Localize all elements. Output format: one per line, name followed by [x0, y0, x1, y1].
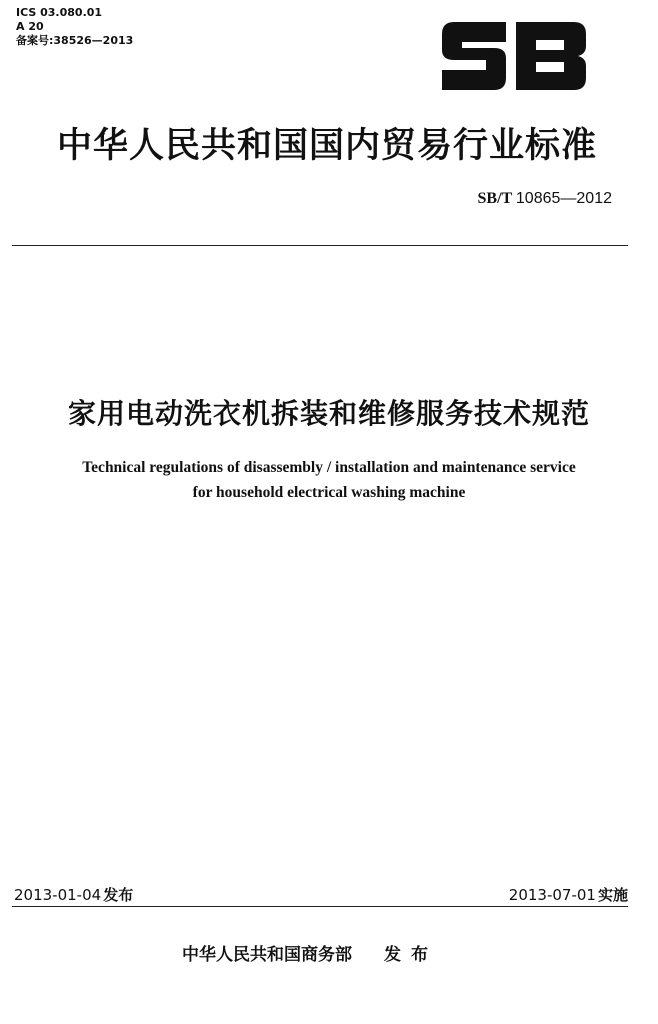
title-english-line1: Technical regulations of disassembly / installation and maintenance service — [82, 459, 576, 476]
standard-prefix: SB/T — [477, 190, 512, 207]
issue-date — [14, 884, 133, 905]
implementation-date-value: 2013-07-01 — [508, 886, 596, 904]
issuer — [182, 940, 438, 965]
issuer-name: 中华人民共和国商务部 — [182, 945, 352, 965]
title-chinese: 家用电动洗衣机拆装和维修服务技术规范 — [67, 397, 590, 430]
authority-title: 中华人民共和国国内贸易行业标准 — [56, 126, 597, 166]
implementation-date — [509, 884, 628, 905]
issuer-action: 发布 — [384, 945, 438, 965]
sb-logo — [440, 18, 588, 94]
issue-date-label: 发布 — [103, 886, 134, 904]
top-divider — [12, 245, 628, 246]
issue-date-value: 2013-01-04 — [14, 886, 102, 904]
standard-number — [478, 190, 613, 208]
ccs-code: A 20 — [16, 20, 44, 33]
record-number: 备案号:38526—2013 — [16, 34, 134, 47]
standard-code: 10865—2012 — [515, 190, 612, 207]
bottom-divider — [12, 906, 628, 907]
ics-code: ICS 03.080.01 — [16, 6, 103, 19]
implementation-date-label: 实施 — [597, 886, 628, 904]
classification-block — [16, 6, 133, 48]
title-english-line2: for household electrical washing machine — [192, 484, 466, 501]
